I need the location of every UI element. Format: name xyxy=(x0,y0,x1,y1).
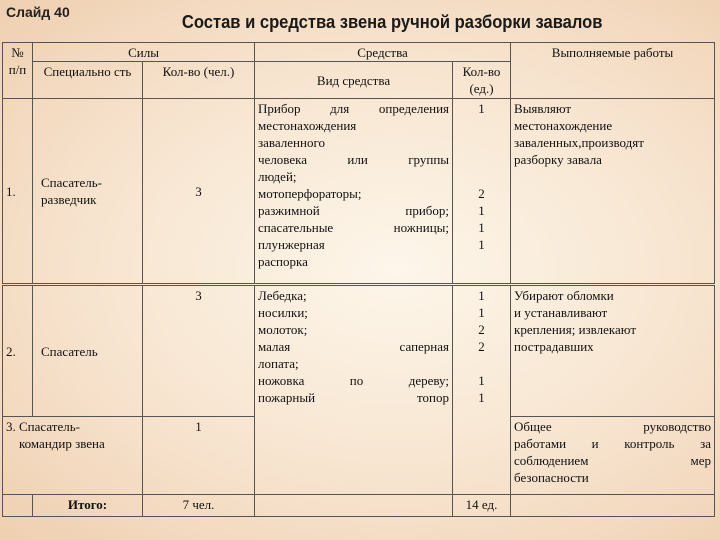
means-line: распорка xyxy=(258,254,308,269)
header-works: Выполняемые работы xyxy=(511,43,715,99)
units-line xyxy=(456,151,507,168)
units-line: 1 xyxy=(478,390,485,405)
total-people: 7 чел. xyxy=(143,495,255,517)
works-line: Общее руководство xyxy=(514,419,712,434)
means-line: разжимной прибор; xyxy=(258,203,450,218)
row-num: 1. xyxy=(3,99,33,285)
works-line: работами и контроль за xyxy=(514,436,712,451)
row-means xyxy=(255,99,453,285)
means-line: плунжерная xyxy=(258,237,325,252)
works-line: крепления; извлекают xyxy=(514,322,637,337)
means-line: ножовка по дереву; xyxy=(258,373,450,388)
units-line xyxy=(456,134,507,151)
header-units-count: Кол-во (ед.) xyxy=(453,62,511,99)
means-line: людей; xyxy=(258,169,297,184)
slide-title: Состав и средства звена ручной разборки завалов xyxy=(181,12,603,32)
header-num: № п/п xyxy=(3,43,33,99)
header-means-type: Вид средства xyxy=(255,62,453,99)
row-works xyxy=(511,417,715,495)
means-line: спасательные ножницы; xyxy=(258,220,450,235)
units-line: 2 xyxy=(478,322,485,337)
works-line: Выявляют xyxy=(514,101,572,116)
works-line: заваленных,производят xyxy=(514,135,644,150)
units-line xyxy=(456,253,507,270)
means-line: Лебедка; xyxy=(258,288,307,303)
works-line: Убирают обломки xyxy=(514,288,614,303)
header-people-count: Кол-во (чел.) xyxy=(143,62,255,99)
row-num: 2. xyxy=(3,285,33,417)
total-units: 14 ед. xyxy=(453,495,511,517)
units-line: 1 xyxy=(478,237,485,252)
units-line: 2 xyxy=(478,186,485,201)
means-line: местонахождения xyxy=(258,118,357,133)
units-line: 2 xyxy=(478,339,485,354)
units-line: 1 xyxy=(478,288,485,303)
equipment-table xyxy=(2,42,715,517)
header-specialty: Специально сть xyxy=(33,62,143,99)
works-line: пострадавших xyxy=(514,339,594,354)
total-label: Итого: xyxy=(33,495,143,517)
means-line: пожарный топор xyxy=(258,390,450,405)
row-works xyxy=(511,99,715,285)
row-people: 1 xyxy=(143,417,255,495)
units-line xyxy=(456,117,507,134)
works-line: и устанавливают xyxy=(514,305,608,320)
means-line: малая саперная xyxy=(258,339,450,354)
row-means xyxy=(255,285,453,495)
means-line: лопата; xyxy=(258,356,299,371)
table-row xyxy=(3,285,715,417)
units-line xyxy=(456,355,507,372)
means-line: заваленного xyxy=(258,135,325,150)
works-line: соблюдением мер xyxy=(514,453,712,468)
table-row xyxy=(3,99,715,285)
row-units xyxy=(453,99,511,285)
header-means: Средства xyxy=(255,43,511,62)
units-line: 1 xyxy=(478,373,485,388)
total-row xyxy=(3,495,715,517)
units-line: 1 xyxy=(478,203,485,218)
header-forces: Силы xyxy=(33,43,255,62)
slide-number: Слайд 40 xyxy=(6,4,70,20)
row-specialty: Спасатель- разведчик xyxy=(33,99,143,285)
means-line: Прибор для определения xyxy=(258,101,450,116)
row-people: 3 xyxy=(143,99,255,285)
units-line: 1 xyxy=(478,101,485,116)
units-line: 1 xyxy=(478,220,485,235)
row-specialty: Спасатель xyxy=(33,285,143,417)
works-line: безопасности xyxy=(514,470,589,485)
works-line: разборку завала xyxy=(514,152,602,167)
works-line: местонахождение xyxy=(514,118,613,133)
means-line: мотоперфораторы; xyxy=(258,186,362,201)
means-line: молоток; xyxy=(258,322,308,337)
row-units xyxy=(453,285,511,495)
table-header-row xyxy=(3,43,715,62)
means-line: человека или группы xyxy=(258,152,450,167)
row-specialty-commander: 3. Спасатель- командир звена xyxy=(3,417,143,495)
row-people: 3 xyxy=(143,285,255,417)
units-line xyxy=(456,168,507,185)
means-line: носилки; xyxy=(258,305,308,320)
units-line: 1 xyxy=(478,305,485,320)
row-works xyxy=(511,285,715,417)
